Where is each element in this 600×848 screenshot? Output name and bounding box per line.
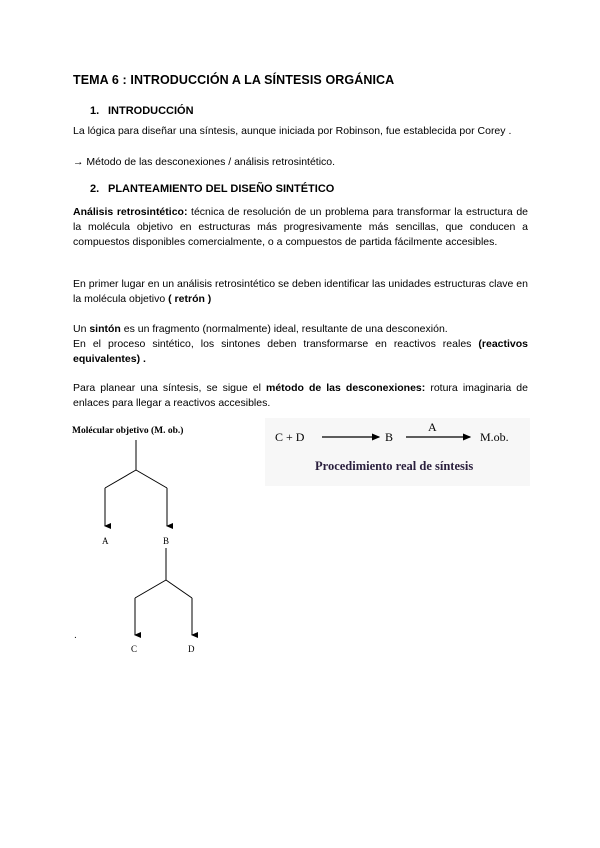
section-heading-introduccion: [90, 105, 194, 117]
retron-paragraph: [73, 277, 528, 307]
sinton-text: es un fragmento (normalmente) ideal, resultante de una desconexión.: [120, 323, 448, 335]
analisis-term: Análisis retrosintético:: [73, 206, 188, 218]
section-number: 1.: [90, 105, 100, 117]
sinton-paragraph: [73, 322, 528, 337]
synthesis-procedure-svg: [265, 418, 530, 486]
section-heading-planteamiento: [90, 183, 334, 195]
reactants-label: C + D: [275, 430, 305, 444]
method-line: → Método de las desconexiones / análisis retrosintético.: [73, 156, 336, 168]
node-b: B: [163, 536, 170, 546]
retron-term: ( retrón ): [168, 293, 212, 305]
metodo-paragraph: [73, 381, 528, 411]
analisis-paragraph: [73, 205, 528, 250]
metodo-term: método de las desconexiones:: [265, 382, 426, 394]
tree-branch-b-right: [166, 580, 192, 598]
retron-text: En primer lugar en un análisis retrosintético se deben identificar las unidades estructuras clave en la molécula objetivo: [73, 278, 528, 305]
intro-paragraph: La lógica para diseñar una síntesis, aunque iniciada por Robinson, fue establecida por Corey .: [73, 125, 512, 137]
disconnection-tree-svg: [70, 420, 250, 660]
synthesis-procedure-figure: [265, 418, 530, 486]
node-c: C: [131, 644, 138, 654]
metodo-pre: Para planear una síntesis, se sigue el: [73, 382, 266, 394]
tree-title: Molécular objetivo (M. ob.): [72, 426, 184, 436]
sinton-term: sintón: [89, 323, 121, 335]
disconnection-tree-figure: [70, 420, 250, 660]
procedure-caption: Procedimiento real de síntesis: [315, 459, 474, 473]
reagent-label: A: [428, 420, 437, 434]
tree-branch-right: [136, 470, 167, 488]
proceso-paragraph: [73, 337, 528, 367]
page-title: TEMA 6 : INTRODUCCIÓN A LA SÍNTESIS ORGÁNICA: [73, 73, 395, 87]
node-d: D: [188, 644, 195, 654]
stray-mark: .: [74, 630, 77, 641]
intermediate-label: B: [385, 430, 394, 444]
node-a: A: [102, 536, 109, 546]
metodo-text: rotura imaginaria de enlaces para llegar a reactivos accesibles.: [73, 382, 528, 409]
proceso-term: (reactivos equivalentes) .: [73, 338, 528, 365]
section-heading-text: INTRODUCCIÓN: [108, 105, 194, 117]
tree-branch-left: [105, 470, 136, 488]
analisis-text: técnica de resolución de un problema para transformar la estructura de la molécula objetivo en estructuras más progresivamente más sencillas, que conducen a compuestos disponibles comercialmente, o a compuestos de partida fácilmente accesibles.: [73, 206, 529, 248]
tree-branch-b-left: [135, 580, 166, 598]
section-heading-text: PLANTEAMIENTO DEL DISEÑO SINTÉTICO: [108, 183, 335, 195]
section-number: 2.: [90, 183, 100, 195]
target-label: M.ob.: [480, 430, 509, 444]
proceso-text: En el proceso sintético, los sintones deben transformarse en reactivos reales: [73, 338, 479, 350]
sinton-pre: Un: [73, 323, 90, 335]
